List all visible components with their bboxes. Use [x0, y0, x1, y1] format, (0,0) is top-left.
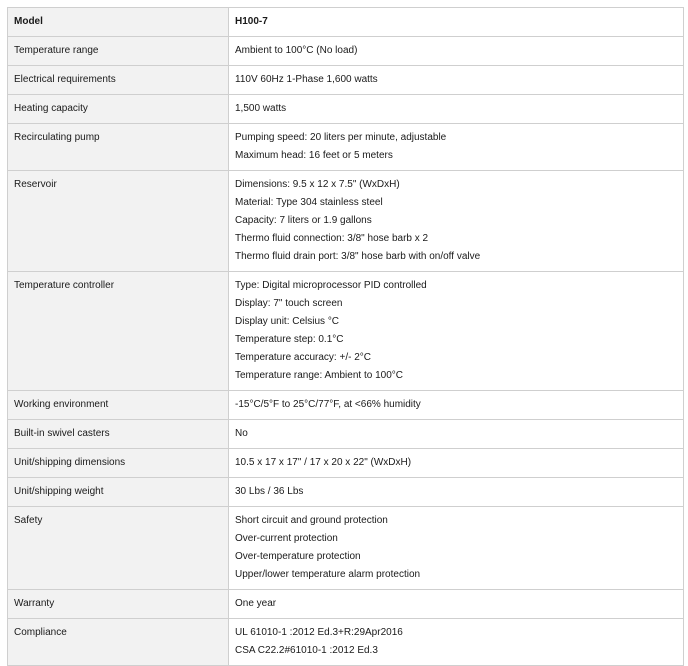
spec-label: Working environment [8, 391, 229, 420]
spec-value-cell [229, 391, 684, 420]
spec-value: -15°C/5°F to 25°C/77°F, at <66% humidity [235, 399, 421, 410]
spec-value-cell [229, 8, 684, 37]
table-row [8, 590, 684, 619]
spec-value: Temperature range: Ambient to 100°C [235, 370, 403, 381]
spec-value: Pumping speed: 20 liters per minute, adjustable [235, 132, 447, 143]
spec-label: Warranty [8, 590, 229, 619]
spec-label: Built-in swivel casters [8, 420, 229, 449]
spec-label: Unit/shipping dimensions [8, 449, 229, 478]
table-row [8, 37, 684, 66]
spec-label: Heating capacity [8, 95, 229, 124]
spec-value: Capacity: 7 liters or 1.9 gallons [235, 215, 372, 226]
spec-value-cell [229, 619, 684, 666]
specifications-table [7, 7, 684, 666]
table-row [8, 478, 684, 507]
spec-value-cell [229, 590, 684, 619]
spec-label: Electrical requirements [8, 66, 229, 95]
spec-value: Upper/lower temperature alarm protection [235, 569, 421, 580]
table-row [8, 66, 684, 95]
spec-label: Safety [8, 507, 229, 590]
spec-value: Thermo fluid drain port: 3/8" hose barb with on/off valve [235, 251, 481, 262]
spec-value: Display unit: Celsius °C [235, 316, 340, 327]
spec-value: Maximum head: 16 feet or 5 meters [235, 150, 393, 161]
spec-table [7, 7, 684, 666]
spec-value: CSA C22.2#61010-1 :2012 Ed.3 [235, 645, 378, 656]
table-header-row [8, 8, 684, 37]
spec-value: 1,500 watts [235, 103, 287, 114]
spec-value: Temperature step: 0.1°C [235, 334, 344, 345]
spec-value-cell [229, 66, 684, 95]
table-row [8, 420, 684, 449]
spec-value-cell [229, 449, 684, 478]
spec-value-cell [229, 420, 684, 449]
spec-label: Reservoir [8, 171, 229, 272]
spec-value-cell [229, 37, 684, 66]
spec-value: Over-current protection [235, 533, 338, 544]
spec-value: No [235, 428, 248, 439]
spec-value: Short circuit and ground protection [235, 515, 388, 526]
spec-value-cell [229, 478, 684, 507]
spec-value-cell [229, 507, 684, 590]
spec-value: Material: Type 304 stainless steel [235, 197, 383, 208]
spec-value: Temperature accuracy: +/- 2°C [235, 352, 371, 363]
spec-value: Type: Digital microprocessor PID controlled [235, 280, 427, 291]
spec-value: Dimensions: 9.5 x 12 x 7.5" (WxDxH) [235, 179, 400, 190]
table-row [8, 507, 684, 590]
table-row [8, 171, 684, 272]
spec-label: Recirculating pump [8, 124, 229, 171]
spec-value: Thermo fluid connection: 3/8" hose barb x 2 [235, 233, 429, 244]
table-row [8, 95, 684, 124]
spec-value-cell [229, 124, 684, 171]
spec-label: Unit/shipping weight [8, 478, 229, 507]
spec-value-cell [229, 95, 684, 124]
spec-table-body [8, 8, 684, 666]
table-row [8, 391, 684, 420]
spec-value: Display: 7" touch screen [235, 298, 343, 309]
spec-value: 110V 60Hz 1-Phase 1,600 watts [235, 74, 378, 85]
spec-value: 10.5 x 17 x 17" / 17 x 20 x 22" (WxDxH) [235, 457, 412, 468]
spec-label: Temperature range [8, 37, 229, 66]
spec-label: Temperature controller [8, 272, 229, 391]
spec-label: Model [8, 8, 229, 37]
spec-value-cell [229, 272, 684, 391]
table-row [8, 124, 684, 171]
spec-value: One year [235, 598, 277, 609]
spec-value: UL 61010-1 :2012 Ed.3+R:29Apr2016 [235, 627, 403, 638]
spec-value-cell [229, 171, 684, 272]
spec-label: Compliance [8, 619, 229, 666]
spec-value: Ambient to 100°C (No load) [235, 45, 358, 56]
table-row [8, 619, 684, 666]
spec-value: 30 Lbs / 36 Lbs [235, 486, 304, 497]
table-row [8, 449, 684, 478]
table-row [8, 272, 684, 391]
spec-value: H100-7 [235, 16, 268, 27]
spec-value: Over-temperature protection [235, 551, 361, 562]
